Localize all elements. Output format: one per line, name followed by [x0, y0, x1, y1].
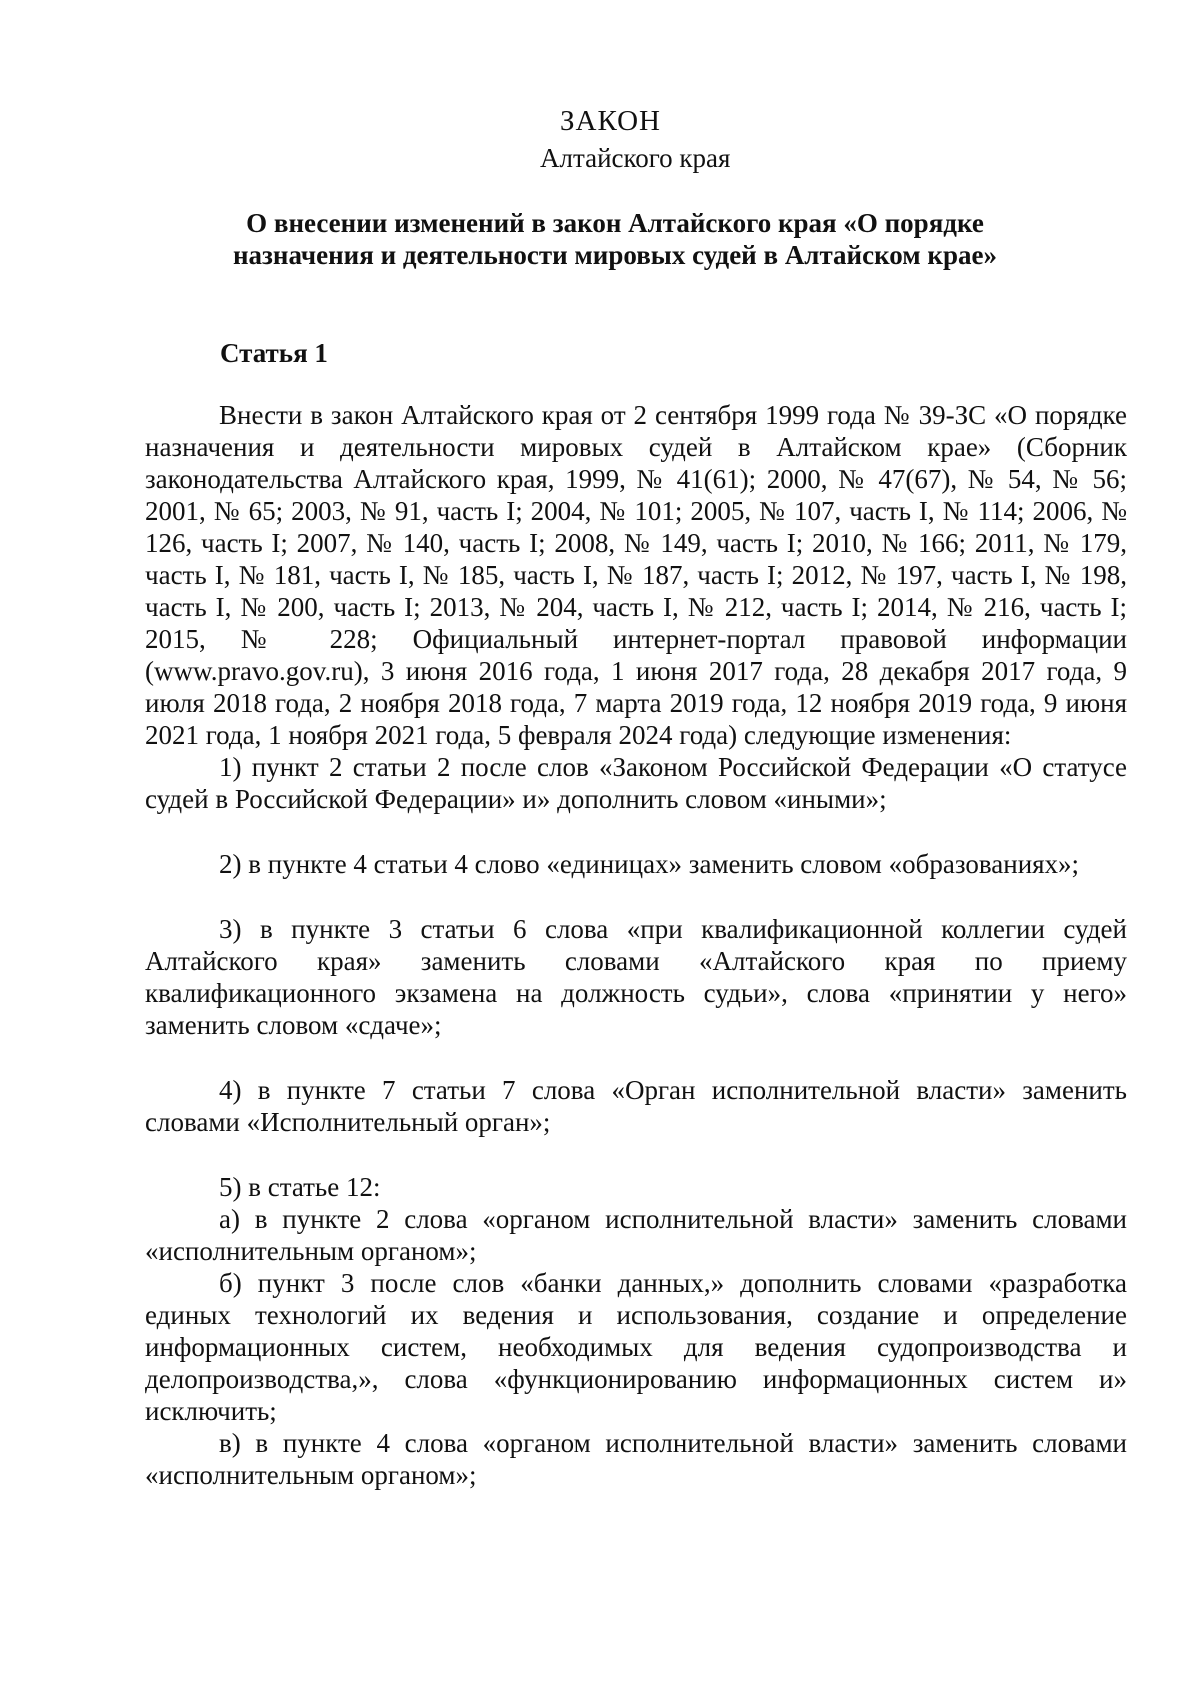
law-title	[160, 207, 1070, 271]
paragraph-item-4: 4) в пункте 7 статьи 7 слова «Орган исполнительной власти» заменить словами «Исполнительный орган»;	[145, 1075, 1127, 1137]
law-label: ЗАКОН	[560, 105, 661, 137]
paragraph-item-2: 2) в пункте 4 статьи 4 слово «единицах» заменить словом «образованиях»;	[219, 849, 1080, 879]
paragraph-item-5c: в) в пункте 4 слова «органом исполнительной власти» заменить словами «исполнительным органом»;	[145, 1428, 1127, 1490]
paragraph-intro: Внести в закон Алтайского края от 2 сентября 1999 года № 39-ЗС «О порядке назначения и деятельности мировых судей в Алтайском крае» (Сборник законодательства Алтайского края, 1999, № 41(61); 2000, № 47(67), № 54, № 56; 2001, № 65; 2003, № 91, часть I; 2004, № 101; 2005, № 107, часть I, № 114; 2006, № 126, часть I; 2007, № 140, часть I; 2008, № 149, часть I; 2010, № 166; 2011, № 179, часть I, № 181, часть I, № 185, часть I, № 187, часть I; 2012, № 197, часть I, № 198, часть I, № 200, часть I; 2013, № 204, часть I, № 212, часть I; 2014, № 216, часть I; 2015, № 228; Официальный интернет-портал правовой информации (www.pravo.gov.ru), 3 июня 2016 года, 1 июня 2017 года, 28 декабря 2017 года, 9 июля 2018 года, 2 ноября 2018 года, 7 марта 2019 года, 12 ноября 2019 года, 9 июня 2021 года, 1 ноября 2021 года, 5 февраля 2024 года) следующие изменения:	[145, 400, 1127, 750]
paragraph-item-5b: б) пункт 3 после слов «банки данных,» дополнить словами «разработка единых технологий их ведения и использования, создание и определение информационных систем, необходимых для ведения судопроизводства и делопроизводства,», слова «функционированию информационных систем и» исключить;	[145, 1268, 1127, 1426]
paragraph-item-5: 5) в статье 12:	[219, 1172, 381, 1202]
paragraph-item-1: 1) пункт 2 статьи 2 после слов «Законом Российской Федерации «О статусе судей в Российской Федерации» и» дополнить словом «иными»;	[145, 752, 1127, 814]
document-body	[145, 399, 1127, 1491]
region-label: Алтайского края	[540, 143, 731, 173]
paragraph-item-5a: а) в пункте 2 слова «органом исполнительной власти» заменить словами «исполнительным органом»;	[145, 1204, 1127, 1266]
law-title-line-1: О внесении изменений в закон Алтайского края «О порядке	[246, 208, 984, 238]
article-heading: Статья 1	[220, 338, 328, 368]
law-title-line-2: назначения и деятельности мировых судей в Алтайском крае»	[233, 240, 997, 270]
paragraph-item-3: 3) в пункте 3 статьи 6 слова «при квалификационной коллегии судей Алтайского края» заменить словами «Алтайского края по приему квалификационного экзамена на должность судьи», слова «принятии у него» заменить словом «сдаче»;	[145, 914, 1127, 1040]
